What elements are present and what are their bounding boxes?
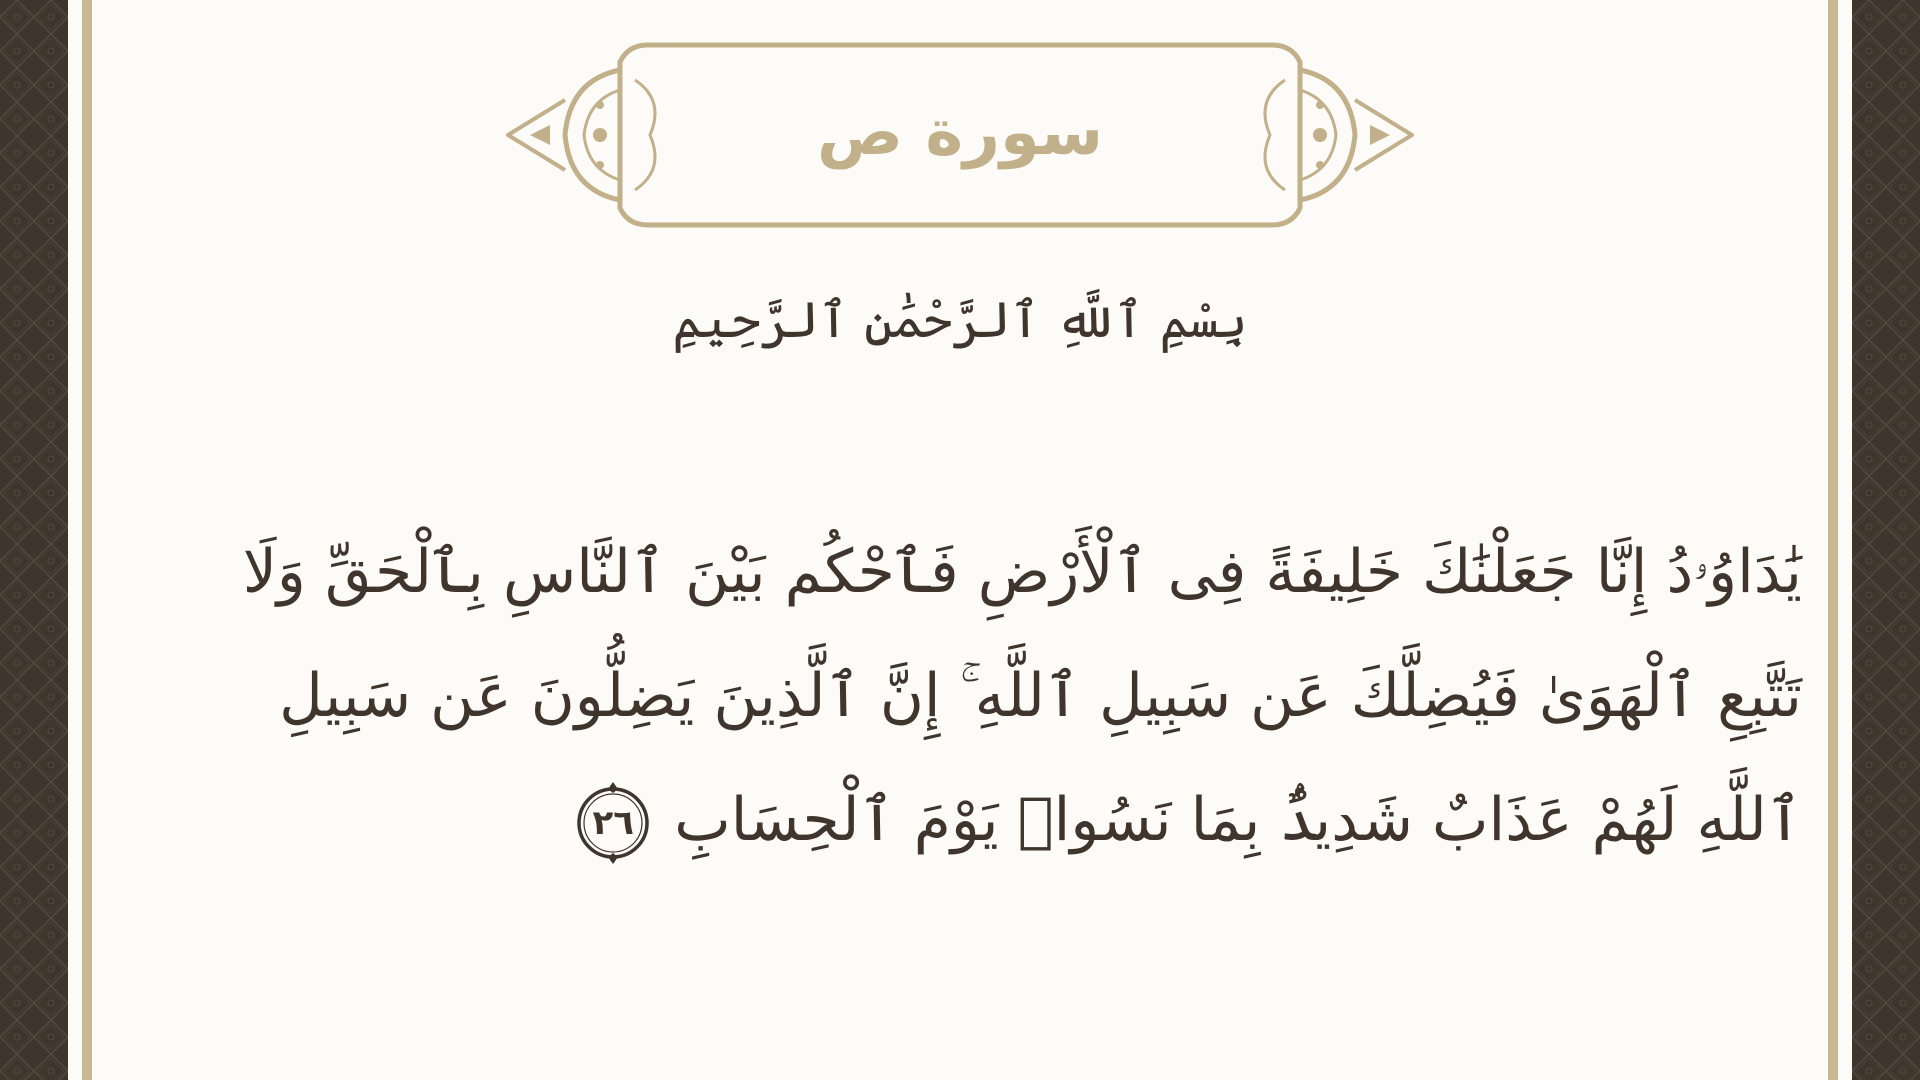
verse-line-2: تَتَّبِعِ ٱلْهَوَىٰ فَيُضِلَّكَ عَن سَبِيلِ ٱللَّهِ ۚ إِنَّ ٱلَّذِينَ يَضِلُّونَ عَن سَبِيلِ bbox=[279, 661, 1802, 731]
verse-line-3 bbox=[250, 758, 1802, 882]
basmala: بِسْمِ ٱللَّهِ ٱلرَّحْمَٰنِ ٱلرَّحِيمِ bbox=[672, 291, 1248, 349]
ayah-number-marker bbox=[570, 780, 656, 866]
left-gold-rule bbox=[82, 0, 92, 1080]
right-gold-rule bbox=[1828, 0, 1838, 1080]
surah-title: سورة ص bbox=[816, 96, 1104, 170]
surah-title-cartouche bbox=[500, 40, 1420, 230]
verse-line-3-text: ٱللَّهِ لَهُمْ عَذَابٌ شَدِيدٌۢ بِمَا نَسُوا۟ يَوْمَ ٱلْحِسَابِ bbox=[674, 785, 1802, 855]
geometric-pattern-right bbox=[1852, 0, 1920, 1080]
right-ornamental-border bbox=[1852, 0, 1920, 1080]
left-ornamental-border bbox=[0, 0, 68, 1080]
ayah-number: ٢٦ bbox=[592, 803, 634, 844]
verse-line-1: يَٰدَاوُۥدُ إِنَّا جَعَلْنَٰكَ خَلِيفَةً فِى ٱلْأَرْضِ فَٱحْكُم بَيْنَ ٱلنَّاسِ بِٱلْحَقِّ وَلَا bbox=[242, 537, 1802, 607]
verse-text bbox=[242, 510, 1802, 882]
geometric-pattern-left bbox=[0, 0, 68, 1080]
